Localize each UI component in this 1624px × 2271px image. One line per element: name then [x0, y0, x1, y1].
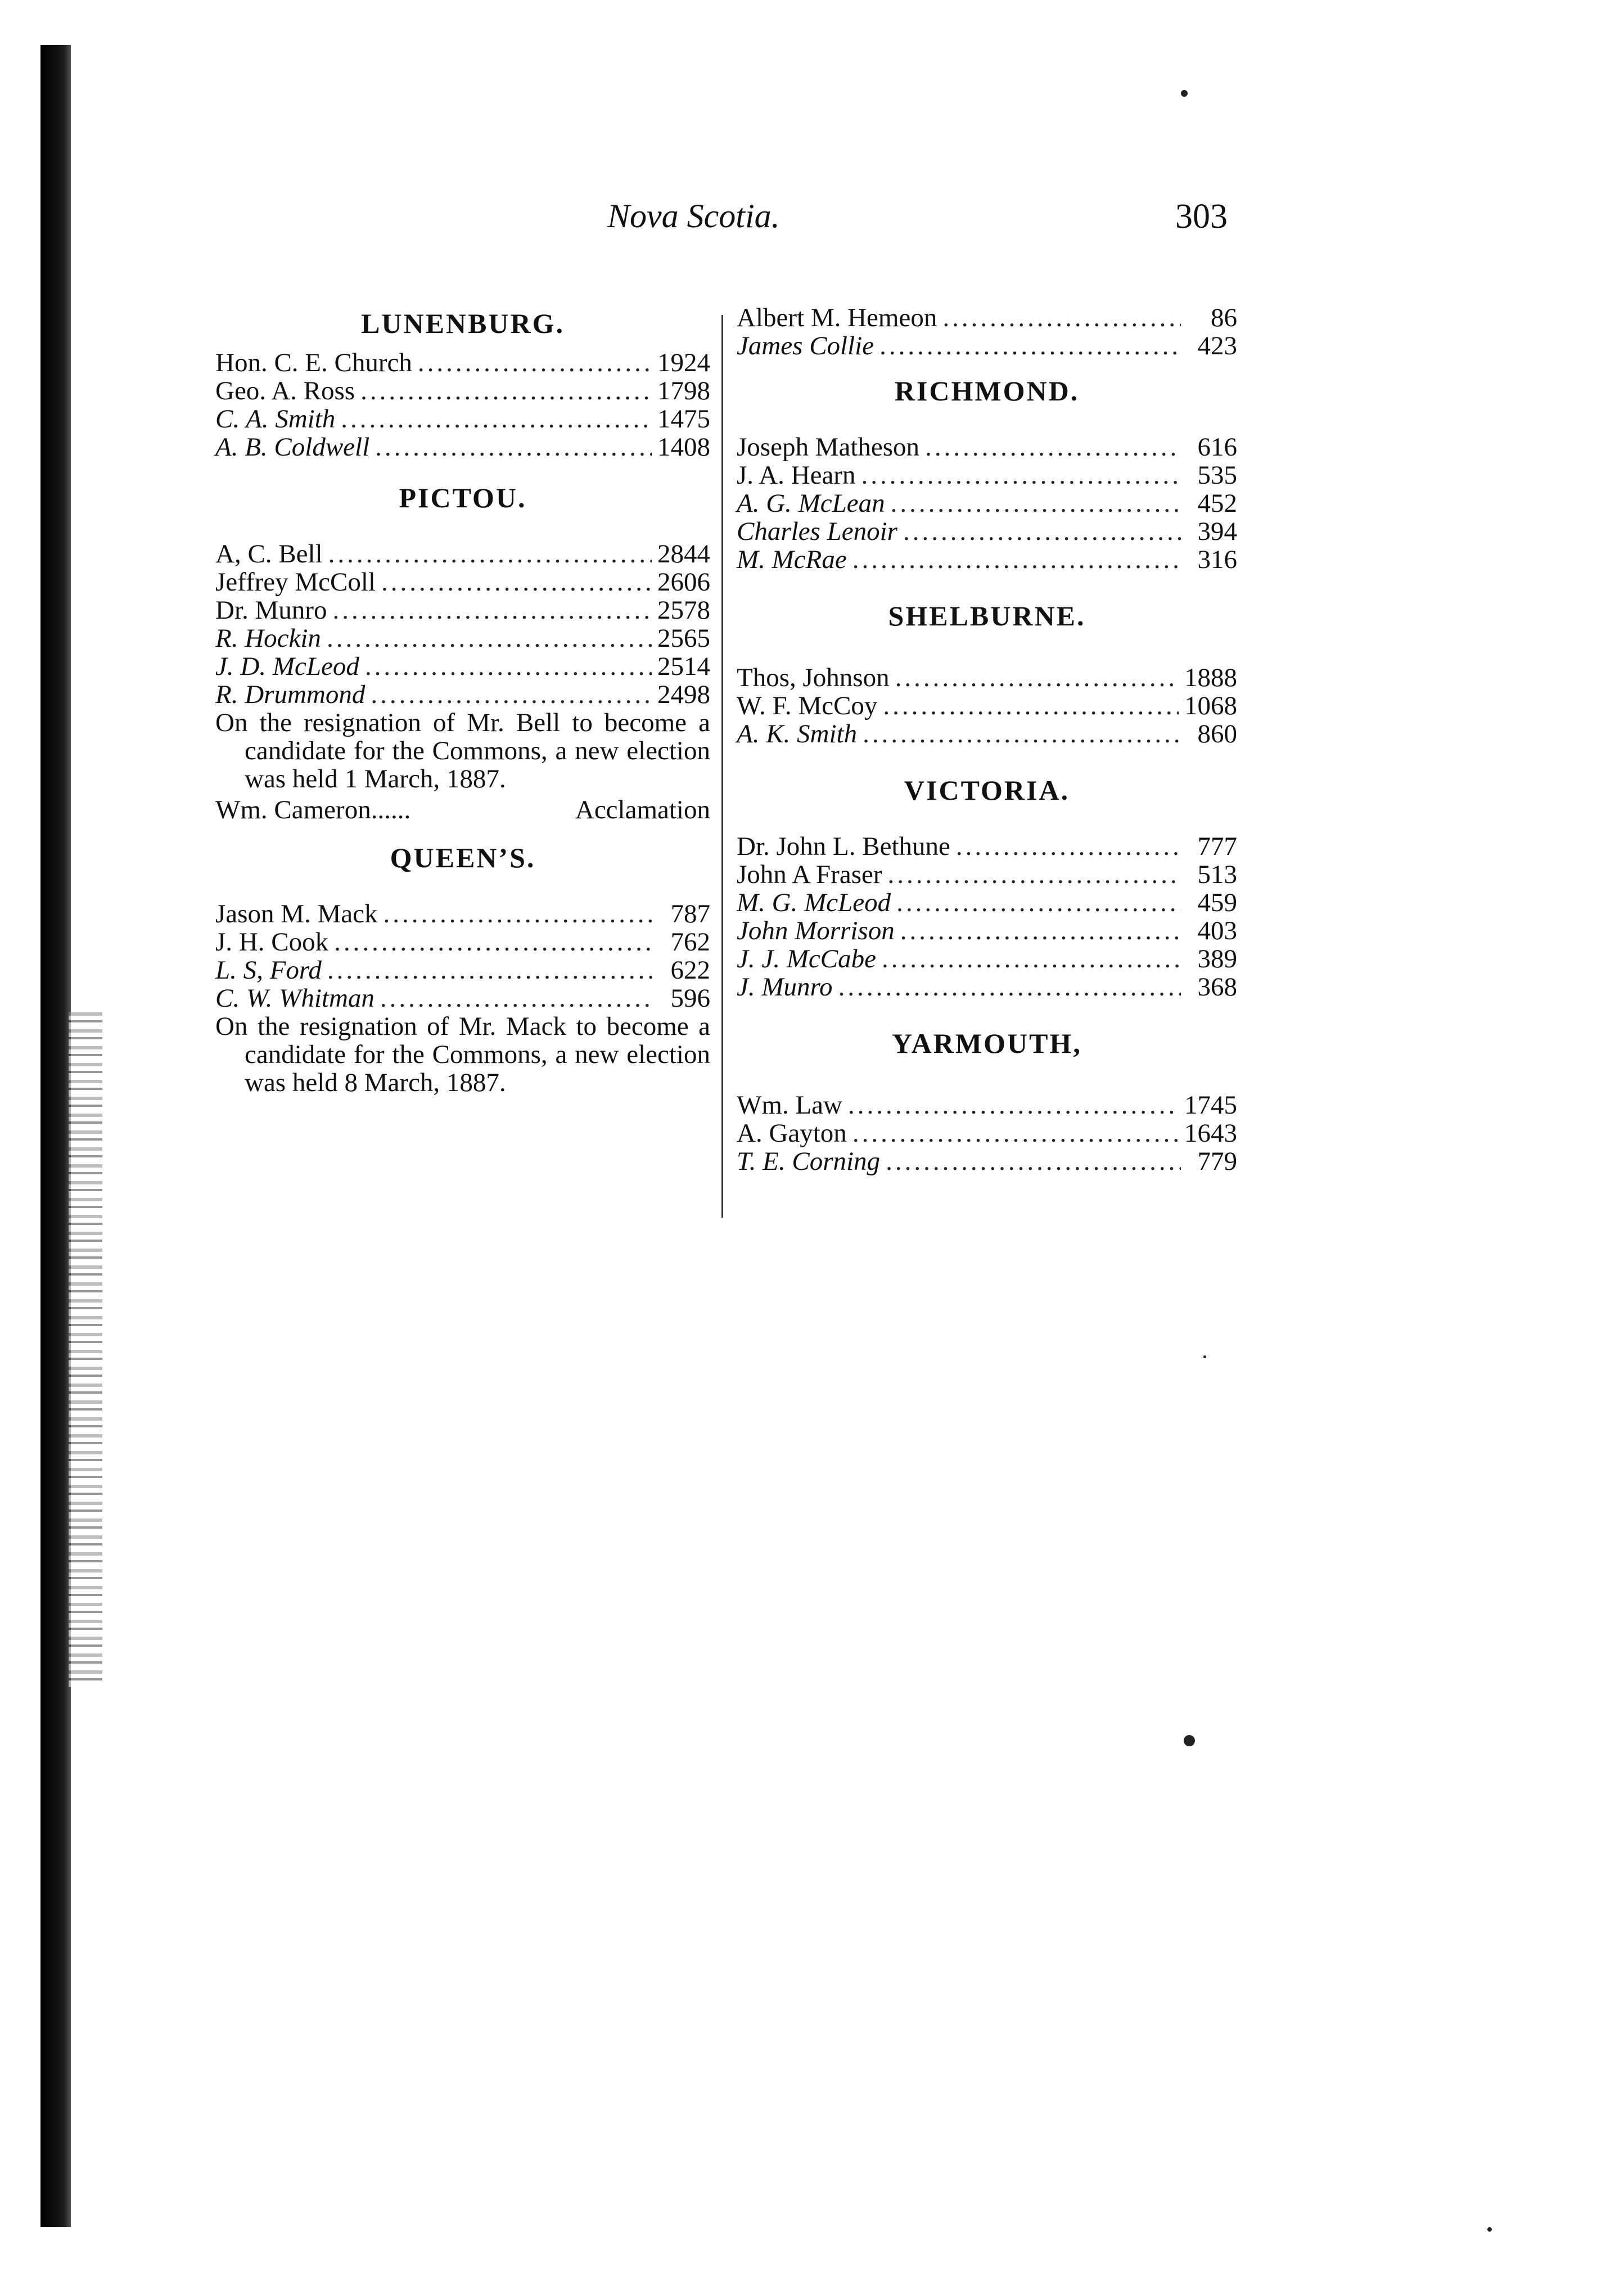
candidate-name: A. K. Smith [737, 719, 858, 749]
vote-count: 616 [1197, 432, 1237, 462]
candidate-name: R. Drummond [215, 680, 366, 709]
dot-leader [371, 681, 652, 709]
result-row [737, 720, 1237, 748]
results-list [737, 1091, 1237, 1175]
result-row [737, 664, 1237, 692]
vote-count: 389 [1197, 944, 1237, 974]
left-column [215, 304, 710, 1097]
section-lunenburg [215, 304, 710, 461]
result-row [215, 652, 710, 681]
dot-leader [328, 540, 652, 568]
vote-count: 596 [670, 984, 710, 1013]
section-queens [215, 838, 710, 1097]
candidate-name: C. A. Smith [215, 404, 336, 434]
section-heading: QUEEN’S. [390, 842, 536, 873]
candidate-name: M. G. McLeod [737, 888, 891, 917]
dot-leader [384, 900, 655, 928]
candidate-name: M. McRae [737, 545, 847, 574]
vote-count: 535 [1197, 461, 1237, 490]
result-row [737, 489, 1237, 517]
vote-count: 1888 [1184, 663, 1237, 692]
section-heading: RICHMOND. [894, 375, 1080, 407]
dot-leader [883, 692, 1179, 720]
vote-count: 1924 [657, 348, 710, 377]
vote-count: 2498 [657, 680, 710, 709]
result-row [215, 900, 710, 928]
dot-leader [380, 984, 654, 1012]
vote-count: 762 [670, 927, 710, 957]
section-heading: SHELBURNE. [888, 600, 1086, 632]
candidate-name: A. B. Coldwell [215, 432, 370, 462]
dot-leader [327, 956, 654, 984]
result-row [215, 349, 710, 377]
vote-count: 513 [1197, 860, 1237, 889]
result-row [737, 832, 1237, 860]
results-list [737, 433, 1237, 574]
vote-count: 777 [1197, 832, 1237, 861]
vote-count: 86 [1211, 303, 1237, 332]
section-richmond [737, 371, 1237, 574]
dot-leader [900, 917, 1181, 945]
vote-count: 1068 [1184, 691, 1237, 720]
section-heading: VICTORIA. [904, 774, 1070, 806]
candidate-name: T. E. Corning [737, 1147, 881, 1176]
results-list [215, 349, 710, 461]
vote-count: 1798 [657, 376, 710, 405]
dot-leader [327, 624, 652, 652]
candidate-name: C. W. Whitman [215, 984, 375, 1013]
result-row [737, 917, 1237, 945]
result-row [215, 568, 710, 596]
candidate-name: Joseph Matheson [737, 432, 920, 462]
result-row [215, 681, 710, 709]
result-row [737, 860, 1237, 889]
result-row [737, 1147, 1237, 1175]
vote-count: 394 [1197, 517, 1237, 546]
result-row [215, 984, 710, 1012]
result-row [737, 1091, 1237, 1119]
candidate-name: J. Munro [737, 972, 833, 1002]
dot-leader [365, 652, 652, 681]
candidate-name: J. H. Cook [215, 927, 329, 957]
candidate-name: L. S, Ford [215, 956, 322, 985]
dot-leader [956, 832, 1181, 860]
dot-leader [332, 596, 652, 624]
result-row [215, 928, 710, 956]
candidate-name: W. F. McCoy [737, 691, 878, 720]
column-divider [721, 315, 723, 1218]
book-binding-edge [40, 45, 71, 2227]
dot-leader [852, 546, 1181, 574]
vote-count: 403 [1197, 916, 1237, 945]
result-row [737, 304, 1237, 332]
candidate-name: R. Hockin [215, 624, 321, 653]
vote-count: 779 [1197, 1147, 1237, 1176]
result-row [215, 956, 710, 984]
by-election-note: On the resignation of Mr. Bell to become a candidate for the Commons, a new election was held 1 March, 1887. [215, 708, 710, 794]
dot-leader [334, 928, 654, 956]
vote-count: 2606 [657, 567, 710, 597]
dot-leader [375, 433, 652, 461]
candidate-name: Wm. Cameron...... [215, 795, 411, 824]
vote-count: 452 [1197, 489, 1237, 518]
result-row [215, 405, 710, 433]
dot-leader [903, 517, 1181, 546]
result-row [737, 973, 1237, 1001]
dot-leader [848, 1091, 1179, 1119]
election-result: Acclamation [575, 795, 710, 824]
candidate-name: Hon. C. E. Church [215, 348, 412, 377]
result-row [737, 1119, 1237, 1147]
results-list [215, 900, 710, 1012]
section-yarmouth [737, 1024, 1237, 1175]
section-heading: PICTOU. [399, 482, 527, 513]
candidate-name: Albert M. Hemeon [737, 303, 937, 332]
vote-count: 860 [1197, 719, 1237, 749]
candidate-name: James Collie [737, 331, 874, 361]
acclamation-row [215, 793, 710, 827]
dot-leader [942, 304, 1181, 332]
scan-speck [1181, 90, 1188, 97]
candidate-name: Dr. Munro [215, 596, 327, 625]
scan-speck [1203, 1355, 1206, 1358]
vote-count: 622 [670, 956, 710, 985]
dot-leader [861, 461, 1181, 489]
dot-leader [381, 568, 652, 596]
vote-count: 423 [1197, 331, 1237, 361]
candidate-name: John Morrison [737, 916, 895, 945]
dot-leader [882, 945, 1181, 973]
dot-leader [838, 973, 1181, 1001]
scan-speck [1184, 1735, 1195, 1746]
vote-count: 459 [1197, 888, 1237, 917]
result-row [215, 433, 710, 461]
by-election-note: On the resignation of Mr. Mack to become a candidate for the Commons, a new election was held 8 March, 1887. [215, 1012, 710, 1097]
candidate-name: John A Fraser [737, 860, 882, 889]
result-row [737, 546, 1237, 574]
vote-count: 2514 [657, 652, 710, 681]
dot-leader [360, 377, 652, 405]
candidate-name: Charles Lenoir [737, 517, 897, 546]
result-row [737, 332, 1237, 360]
candidate-name: J. J. McCabe [737, 944, 876, 974]
results-list [215, 540, 710, 709]
vote-count: 1408 [657, 432, 710, 462]
vote-count: 368 [1197, 972, 1237, 1002]
candidate-name: Dr. John L. Bethune [737, 832, 950, 861]
vote-count: 1475 [657, 404, 710, 434]
running-head: Nova Scotia. [607, 197, 780, 235]
section-shelburne [737, 596, 1237, 748]
candidate-name: Wm. Law [737, 1091, 842, 1120]
dot-leader [863, 720, 1181, 748]
candidate-name: Thos, Johnson [737, 663, 890, 692]
dot-leader [896, 889, 1181, 917]
result-row [215, 596, 710, 624]
result-row [737, 889, 1237, 917]
vote-count: 787 [670, 899, 710, 929]
dot-leader [925, 433, 1181, 461]
dot-leader [895, 664, 1179, 692]
candidate-name: Jason M. Mack [215, 899, 378, 929]
result-row [737, 433, 1237, 461]
dot-leader [879, 332, 1181, 360]
scan-speck [1487, 2227, 1492, 2232]
results-list [737, 664, 1237, 748]
result-row [737, 517, 1237, 546]
results-list [737, 304, 1237, 360]
section-queens-continued [737, 304, 1237, 360]
section-pictou [215, 478, 710, 827]
result-row [737, 461, 1237, 489]
candidate-name: Geo. A. Ross [215, 376, 355, 405]
candidate-name: Jeffrey McColl [215, 567, 376, 597]
result-row [215, 377, 710, 405]
result-row [215, 540, 710, 568]
dot-leader [852, 1119, 1179, 1147]
results-list [737, 832, 1237, 1001]
result-row [215, 624, 710, 652]
result-row [737, 692, 1237, 720]
candidate-name: J. D. McLeod [215, 652, 359, 681]
vote-count: 2565 [657, 624, 710, 653]
page-edge-texture [69, 1012, 102, 1687]
candidate-name: A. Gayton [737, 1119, 847, 1148]
dot-leader [418, 349, 652, 377]
vote-count: 1745 [1184, 1091, 1237, 1120]
dot-leader [891, 489, 1181, 517]
vote-count: 1643 [1184, 1119, 1237, 1148]
vote-count: 2844 [657, 539, 710, 569]
vote-count: 316 [1197, 545, 1237, 574]
result-row [737, 945, 1237, 973]
dot-leader [886, 1147, 1181, 1175]
dot-leader [888, 860, 1181, 889]
dot-leader [341, 405, 652, 433]
candidate-name: A, C. Bell [215, 539, 323, 569]
candidate-name: J. A. Hearn [737, 461, 856, 490]
section-heading: YARMOUTH, [892, 1028, 1082, 1059]
right-column [737, 304, 1237, 1175]
page-number: 303 [1175, 197, 1228, 236]
section-heading: LUNENBURG. [361, 308, 565, 339]
candidate-name: A. G. McLean [737, 489, 885, 518]
section-victoria [737, 770, 1237, 1001]
vote-count: 2578 [657, 596, 710, 625]
